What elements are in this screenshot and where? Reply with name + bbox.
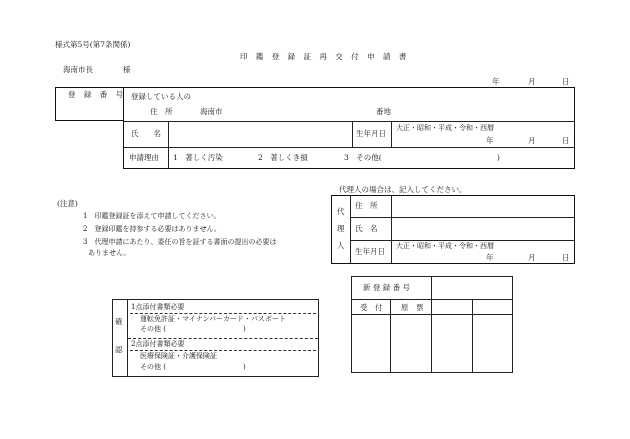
proxy-side-char-3: 人	[337, 241, 345, 250]
reason-option-2[interactable]: 2 著しくき損	[258, 153, 308, 162]
proxy-name-label: 氏 名	[355, 224, 378, 233]
date-month-label: 月	[528, 77, 536, 86]
proxy-birth-day: 日	[562, 253, 570, 262]
applicant-name-label: 氏 名	[131, 129, 161, 138]
office-ledger-label: 原 票	[401, 303, 424, 312]
confirmation-section1-item-2[interactable]: その他 ( )	[140, 325, 246, 333]
proxy-header: 代理人の場合は、記入してください。	[339, 185, 467, 194]
proxy-side-col-line	[350, 196, 351, 263]
proxy-side-char-2: 理	[337, 224, 345, 233]
confirmation-section2-item-2[interactable]: その他 ( )	[140, 363, 246, 371]
reason-option-3-close: )	[497, 153, 500, 162]
office-number-col-line	[431, 277, 432, 299]
confirmation-section1-title: 1点添付書類必要	[131, 303, 185, 311]
applicant-birth-col-line-2	[391, 121, 392, 147]
note-item-2: 2 登録印鑑を持参する必要はありません。	[83, 225, 221, 233]
office-divider-1	[352, 299, 512, 300]
confirmation-side-char-2: 認	[115, 345, 123, 354]
notes-heading: (注意)	[57, 199, 78, 208]
proxy-divider-1	[351, 217, 574, 218]
applicant-birth-day: 日	[562, 136, 570, 145]
proxy-birth-month: 月	[528, 253, 536, 262]
applicant-birth-year: 年	[486, 136, 494, 145]
new-registration-number-label: 新 登 録 番 号	[363, 283, 411, 292]
applicant-banchi-label: 番地	[376, 107, 391, 116]
confirmation-section1-item-1[interactable]: 運転免許証・マイナンバーカード・パスポート	[140, 315, 286, 323]
confirmation-section2-rule	[130, 350, 316, 351]
confirmation-section2-title: 2点添付書類必要	[131, 340, 185, 348]
applicant-name-field[interactable]	[170, 123, 350, 145]
applicant-address-label: 住 所	[150, 107, 173, 116]
note-item-1: 1 印鑑登録証を添えて申請してください。	[83, 212, 221, 220]
office-col-line-3	[472, 300, 473, 372]
confirmation-section1-rule	[130, 313, 316, 314]
addressee: 海南市長 様	[63, 65, 131, 74]
confirmation-section2-item-1[interactable]: 医療保険証・介護保険証	[140, 352, 217, 360]
page-title: 印 鑑 登 録 証 再 交 付 申 請 書	[240, 52, 410, 61]
proxy-birth-year: 年	[486, 253, 494, 262]
note-item-3-cont: ありません。	[88, 249, 131, 257]
reason-label: 申請理由	[129, 153, 159, 162]
applicant-birthdate-label: 生年月日	[356, 129, 386, 138]
office-col-line-1	[390, 300, 391, 372]
date-year-label: 年	[492, 77, 500, 86]
applicant-era-options: 大正・昭和・平成・令和・西暦	[396, 124, 494, 132]
office-receipt-label: 受 付	[360, 303, 383, 312]
proxy-label-col-line	[391, 196, 392, 263]
proxy-address-label: 住 所	[355, 201, 378, 210]
applicant-birth-col-line-1	[352, 121, 353, 147]
date-day-label: 日	[562, 77, 570, 86]
confirmation-divider	[128, 338, 318, 339]
proxy-name-field[interactable]	[393, 219, 573, 239]
proxy-address-field[interactable]	[393, 197, 573, 216]
reason-option-1[interactable]: 1 著しく汚染	[173, 153, 223, 162]
proxy-divider-2	[351, 240, 574, 241]
office-col-line-2	[431, 300, 432, 372]
office-divider-2	[352, 314, 512, 315]
registration-number-label: 登 録 番 号	[68, 90, 127, 99]
proxy-birthdate-label: 生年月日	[355, 247, 385, 256]
applicant-birth-month: 月	[528, 136, 536, 145]
form-number: 様式第5号(第7条関係)	[55, 40, 131, 49]
applicant-divider-1	[124, 121, 574, 122]
proxy-era-options: 大正・昭和・平成・令和・西暦	[396, 242, 494, 250]
confirmation-side-char-1: 確	[115, 317, 123, 326]
applicant-address-city: 海南市	[200, 107, 223, 116]
registered-person-label: 登録している人の	[131, 92, 191, 101]
new-registration-number-field[interactable]	[433, 278, 511, 298]
applicant-label-col-line	[168, 121, 169, 168]
note-item-3: 3 代理申請にあたり、委任の旨を証する書面の提出の必要は	[83, 238, 277, 246]
reason-option-3[interactable]: 3 その他(	[344, 153, 382, 162]
applicant-divider-2	[124, 147, 574, 148]
proxy-side-char-1: 代	[337, 207, 345, 216]
